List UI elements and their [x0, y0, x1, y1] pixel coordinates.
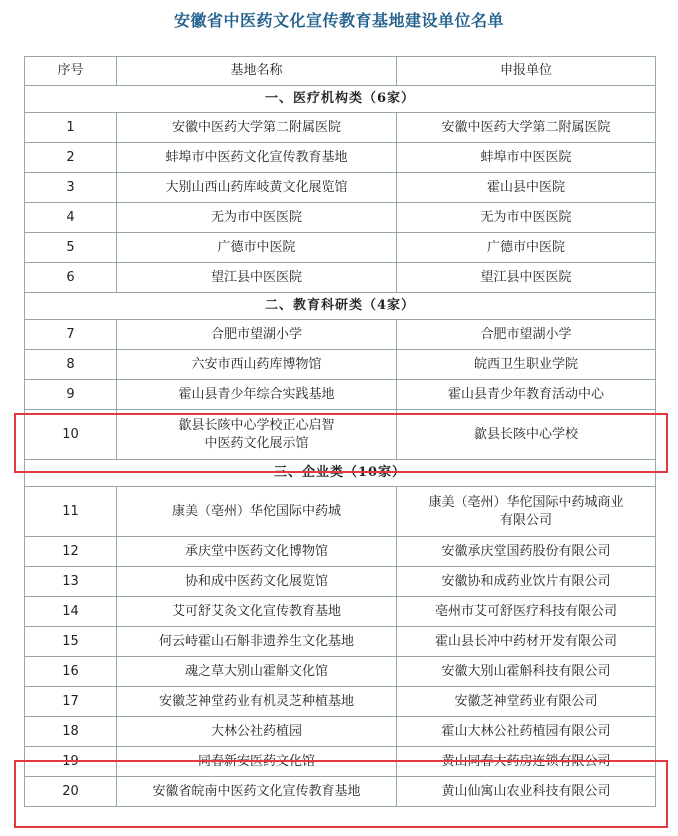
base-name-cell-line: 康美（亳州）华佗国际中药城 — [171, 503, 341, 519]
table-row — [25, 203, 656, 233]
row-number: 6 — [25, 263, 117, 293]
applicant-unit-cell-line: 黄山仙寓山农业科技有限公司 — [441, 783, 611, 799]
base-name-cell — [117, 777, 397, 807]
row-number: 4 — [25, 203, 117, 233]
table-row — [25, 380, 656, 410]
base-name-cell — [117, 113, 397, 143]
table-row — [25, 777, 656, 807]
base-name-cell — [117, 203, 397, 233]
applicant-unit-cell-line: 无为市中医医院 — [480, 209, 572, 225]
applicant-unit-cell — [397, 203, 656, 233]
base-name-cell — [117, 173, 397, 203]
row-number: 17 — [25, 687, 117, 717]
applicant-unit-cell-line: 安徽大别山霍斛科技有限公司 — [441, 663, 611, 679]
applicant-unit-cell-line: 霍山县青少年教育活动中心 — [447, 386, 604, 402]
row-number: 13 — [25, 567, 117, 597]
applicant-unit-cell-line: 霍山县长冲中药材开发有限公司 — [434, 633, 617, 649]
applicant-unit-cell-line: 有限公司 — [499, 512, 552, 528]
table-row — [25, 687, 656, 717]
applicant-unit-cell-line: 安徽协和成药业饮片有限公司 — [441, 573, 611, 589]
base-name-cell-line: 合肥市望湖小学 — [210, 326, 302, 342]
base-name-cell-line: 无为市中医医院 — [210, 209, 302, 225]
base-name-cell — [117, 717, 397, 747]
base-name-cell — [117, 487, 397, 537]
row-number: 14 — [25, 597, 117, 627]
row-number: 11 — [25, 487, 117, 537]
header-applicant-unit: 申报单位 — [397, 57, 656, 86]
category-row — [25, 86, 656, 113]
category-label: 二、教育科研类（4家） — [25, 293, 656, 320]
base-name-cell-line: 歙县长陔中心学校正心启智 — [178, 417, 335, 433]
applicant-unit-cell-line: 安徽芝神堂药业有限公司 — [454, 693, 598, 709]
row-number: 16 — [25, 657, 117, 687]
base-name-cell-line: 安徽中医药大学第二附属医院 — [171, 119, 341, 135]
applicant-unit-cell — [397, 717, 656, 747]
base-name-cell-line: 中医药文化展示馆 — [204, 435, 309, 451]
base-name-cell — [117, 747, 397, 777]
applicant-unit-cell — [397, 747, 656, 777]
applicant-unit-cell — [397, 113, 656, 143]
table-row — [25, 657, 656, 687]
row-number: 18 — [25, 717, 117, 747]
applicant-unit-cell-line: 望江县中医医院 — [480, 269, 572, 285]
applicant-unit-cell-line: 广德市中医院 — [486, 239, 565, 255]
table-row — [25, 173, 656, 203]
table-row — [25, 350, 656, 380]
applicant-unit-cell — [397, 487, 656, 537]
row-number: 2 — [25, 143, 117, 173]
base-name-cell-line: 六安市西山药库博物馆 — [191, 356, 322, 372]
category-label: 一、医疗机构类（6家） — [25, 86, 656, 113]
applicant-unit-cell — [397, 320, 656, 350]
row-number: 1 — [25, 113, 117, 143]
table-row — [25, 263, 656, 293]
applicant-unit-cell-line: 歙县长陔中心学校 — [473, 426, 578, 442]
table-row — [25, 487, 656, 537]
base-name-cell — [117, 380, 397, 410]
base-name-cell-line: 协和成中医药文化展览馆 — [184, 573, 328, 589]
applicant-unit-cell — [397, 350, 656, 380]
applicant-unit-cell-line: 安徽中医药大学第二附属医院 — [441, 119, 611, 135]
applicant-unit-cell-line: 黄山同春大药房连锁有限公司 — [441, 753, 611, 769]
applicant-unit-cell — [397, 263, 656, 293]
category-row — [25, 460, 656, 487]
applicant-unit-cell-line: 合肥市望湖小学 — [480, 326, 572, 342]
base-name-cell-line: 霍山县青少年综合实践基地 — [178, 386, 335, 402]
base-name-cell — [117, 233, 397, 263]
row-number: 5 — [25, 233, 117, 263]
applicant-unit-cell — [397, 777, 656, 807]
base-name-cell — [117, 537, 397, 567]
applicant-unit-cell — [397, 627, 656, 657]
base-name-cell-line: 大林公社药植园 — [210, 723, 302, 739]
base-name-cell-line: 承庆堂中医药文化博物馆 — [184, 543, 328, 559]
table-row — [25, 717, 656, 747]
applicant-unit-cell — [397, 233, 656, 263]
applicant-unit-cell — [397, 567, 656, 597]
table-row — [25, 233, 656, 263]
applicant-unit-cell-line: 康美（亳州）华佗国际中药城商业 — [428, 494, 624, 510]
applicant-unit-cell — [397, 173, 656, 203]
table-row — [25, 320, 656, 350]
table-row — [25, 410, 656, 460]
table-row — [25, 113, 656, 143]
applicant-unit-cell — [397, 687, 656, 717]
row-number: 20 — [25, 777, 117, 807]
applicant-unit-cell-line: 亳州市艾可舒医疗科技有限公司 — [434, 603, 617, 619]
base-name-cell-line: 望江县中医医院 — [210, 269, 302, 285]
row-number: 12 — [25, 537, 117, 567]
base-name-cell — [117, 263, 397, 293]
applicant-unit-cell-line: 安徽承庆堂国药股份有限公司 — [441, 543, 611, 559]
applicant-unit-cell-line: 霍山大林公社药植园有限公司 — [441, 723, 611, 739]
base-name-cell-line: 蚌埠市中医药文化宣传教育基地 — [165, 149, 348, 165]
row-number: 3 — [25, 173, 117, 203]
base-name-cell — [117, 627, 397, 657]
table-row — [25, 747, 656, 777]
applicant-unit-cell — [397, 143, 656, 173]
base-name-cell-line: 安徽芝神堂药业有机灵芝种植基地 — [158, 693, 354, 709]
applicant-unit-cell-line: 霍山县中医院 — [486, 179, 565, 195]
row-number: 10 — [25, 410, 117, 460]
table-row — [25, 537, 656, 567]
category-label: 三、企业类（10家） — [25, 460, 656, 487]
row-number: 8 — [25, 350, 117, 380]
table-row — [25, 627, 656, 657]
base-name-cell-line: 何云峙霍山石斛非遗养生文化基地 — [158, 633, 354, 649]
base-name-cell-line: 魂之草大别山霍斛文化馆 — [184, 663, 328, 679]
row-number: 9 — [25, 380, 117, 410]
base-name-cell-line: 艾可舒艾灸文化宣传教育基地 — [171, 603, 341, 619]
category-row — [25, 293, 656, 320]
base-name-cell — [117, 320, 397, 350]
table-row — [25, 143, 656, 173]
applicant-unit-cell-line: 蚌埠市中医医院 — [480, 149, 572, 165]
header-base-name: 基地名称 — [117, 57, 397, 86]
base-name-cell-line: 广德市中医院 — [217, 239, 296, 255]
applicant-unit-cell — [397, 597, 656, 627]
applicant-unit-cell-line: 皖西卫生职业学院 — [473, 356, 578, 372]
base-name-cell — [117, 143, 397, 173]
applicant-unit-cell — [397, 537, 656, 567]
base-name-cell — [117, 350, 397, 380]
base-list-table — [24, 56, 656, 807]
base-name-cell — [117, 410, 397, 460]
page-title: 安徽省中医药文化宣传教育基地建设单位名单 — [173, 11, 504, 30]
table-row — [25, 567, 656, 597]
base-name-cell — [117, 687, 397, 717]
table-row — [25, 597, 656, 627]
table-header-row — [25, 57, 656, 86]
row-number: 15 — [25, 627, 117, 657]
row-number: 19 — [25, 747, 117, 777]
base-name-cell — [117, 597, 397, 627]
base-name-cell-line: 安徽省皖南中医药文化宣传教育基地 — [152, 783, 361, 799]
applicant-unit-cell — [397, 410, 656, 460]
base-name-cell — [117, 567, 397, 597]
base-name-cell-line: 大别山西山药库岐黄文化展览馆 — [165, 179, 348, 195]
row-number: 7 — [25, 320, 117, 350]
base-name-cell-line: 同春新安医药文化馆 — [197, 753, 315, 769]
base-name-cell — [117, 657, 397, 687]
applicant-unit-cell — [397, 657, 656, 687]
applicant-unit-cell — [397, 380, 656, 410]
header-no: 序号 — [25, 57, 117, 86]
